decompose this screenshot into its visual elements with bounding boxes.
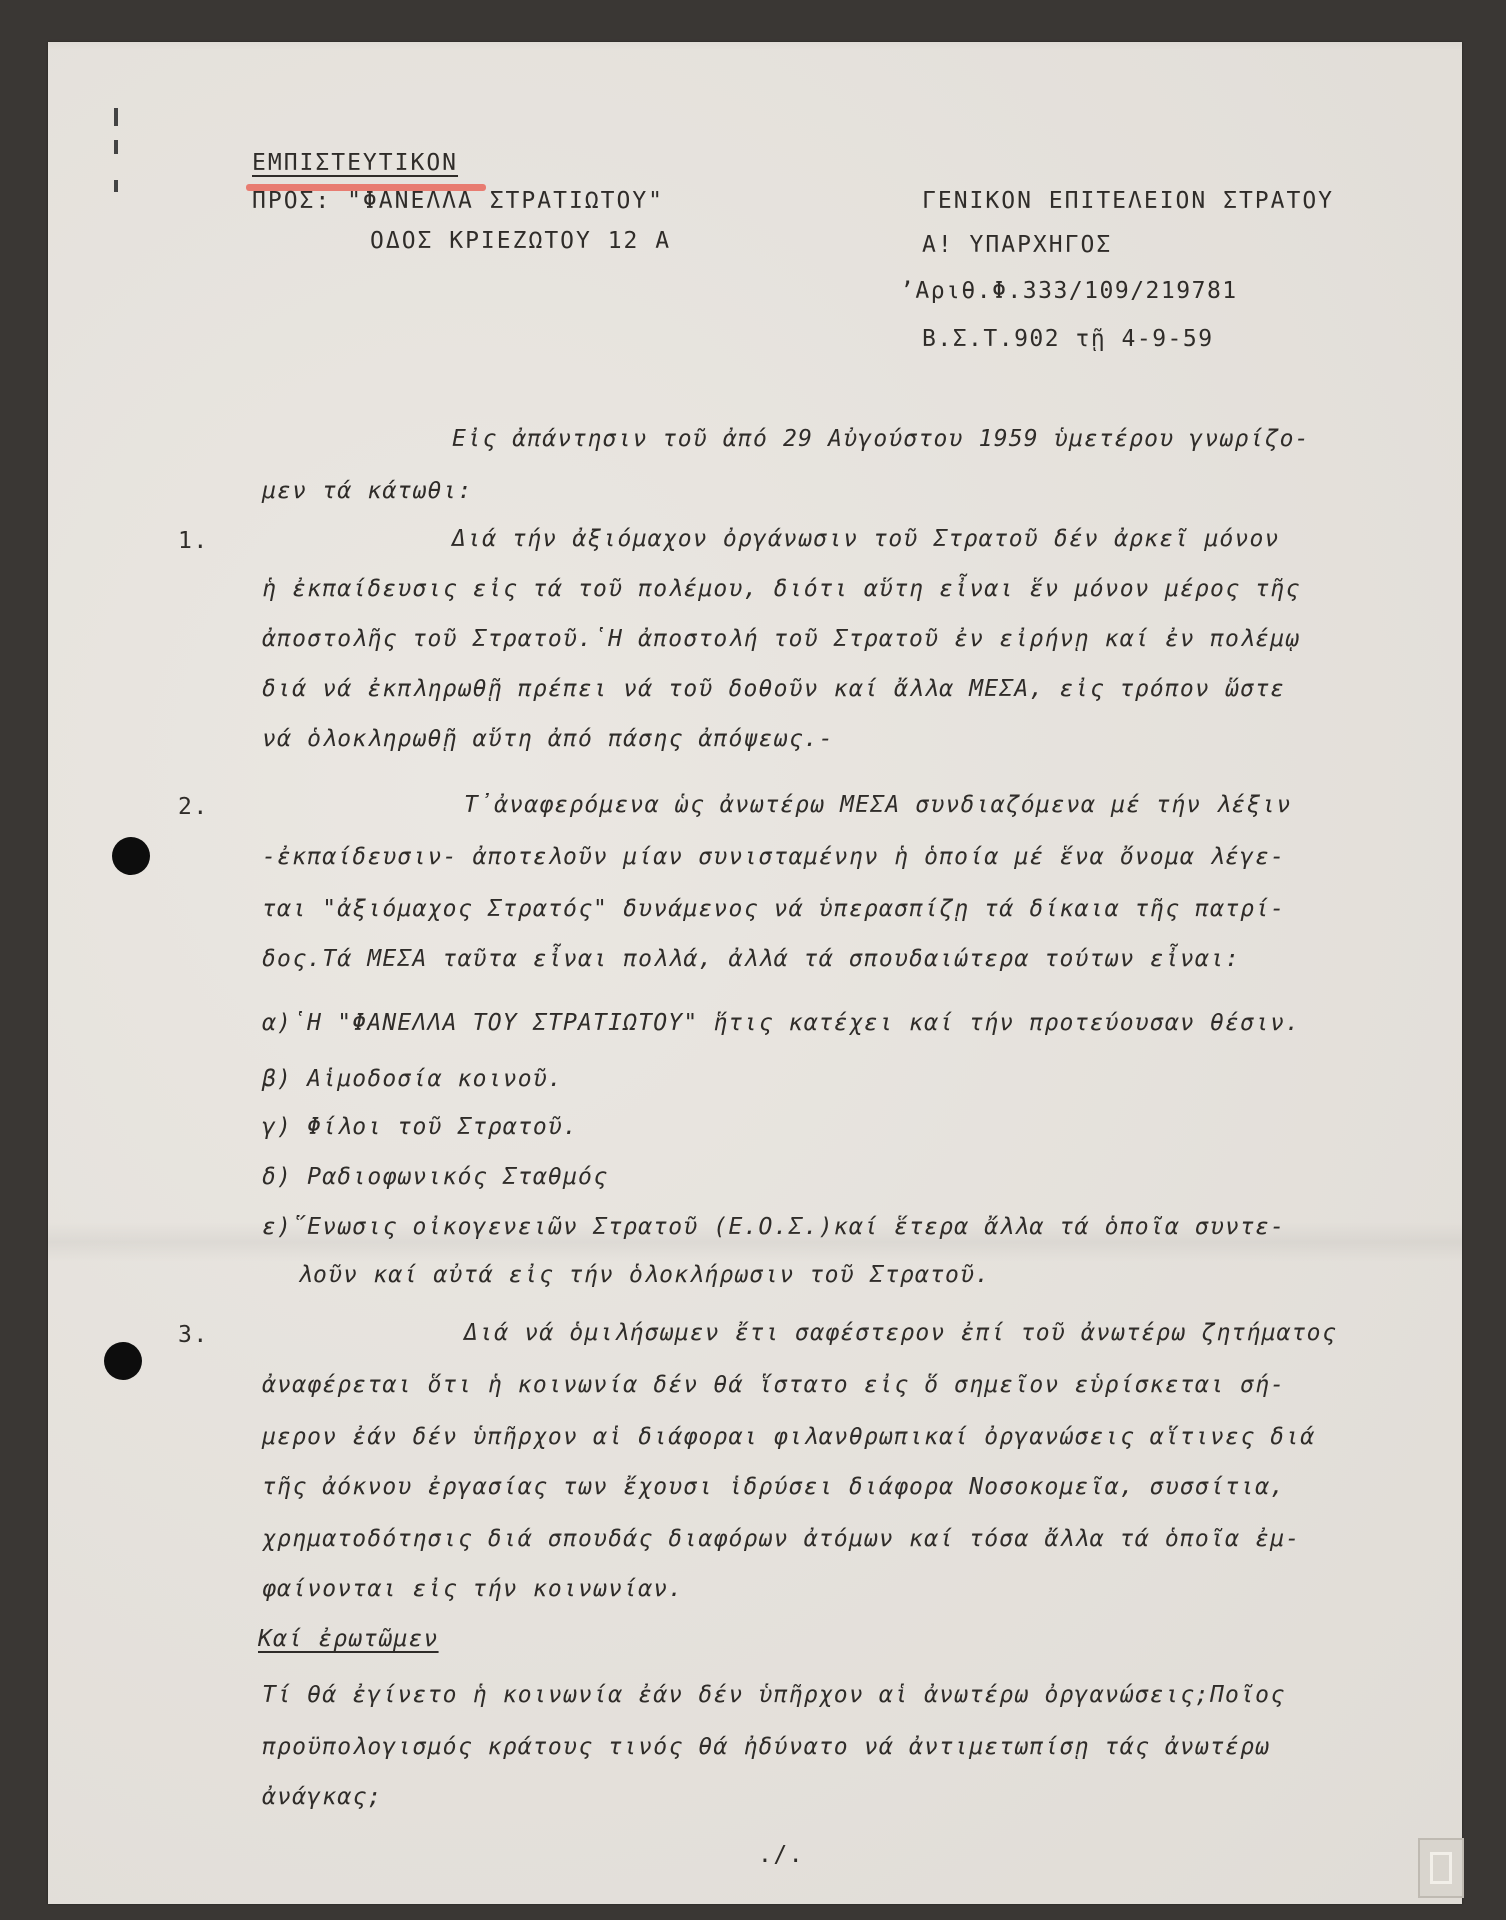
paragraph-3-number: 3. [178, 1322, 209, 1348]
punch-hole-bottom [104, 1342, 142, 1380]
paragraph-2-line: δος.Τά ΜΕΣΑ ταῦτα εἶναι πολλά, ἀλλά τά σπουδαιώτερα τούτων εἶναι: [262, 946, 1241, 972]
paragraph-3-line: μερον ἐάν δέν ὑπῆρχον αἱ διάφοραι φιλανθρωπικαί ὀργανώσεις αἵτινες διά [262, 1424, 1316, 1450]
question-line: Τί θά ἐγίνετο ἡ κοινωνία ἐάν δέν ὑπῆρχον αἱ ἀνωτέρω ὀργανώσεις;Ποῖος [262, 1682, 1286, 1708]
sender-organization: ΓΕΝΙΚΟΝ ΕΠΙΤΕΛΕΙΟΝ ΣΤΡΑΤΟΥ [922, 188, 1335, 214]
paragraph-1-line: Διά τήν ἀξιόμαχον ὀργάνωσιν τοῦ Στρατοῦ δέν ἀρκεῖ μόνον [452, 526, 1280, 552]
paragraph-1-line: ἀποστολῆς τοῦ Στρατοῦ.῾Η ἀποστολή τοῦ Στρατοῦ ἐν εἰρήνῃ καί ἐν πολέμῳ [262, 626, 1301, 652]
recipient-line: ΠΡΟΣ: "ΦΑΝΕΛΛΑ ΣΤΡΑΤΙΩΤΟΥ" [252, 188, 665, 214]
archive-logo-icon [1418, 1838, 1464, 1898]
paragraph-2-number: 2. [178, 794, 209, 820]
margin-mark [114, 108, 118, 126]
paragraph-2-line: Τ᾽ἀναφερόμενα ὡς ἀνωτέρω ΜΕΣΑ συνδιαζόμενα μέ τήν λέξιν [464, 792, 1292, 818]
document-page [48, 42, 1462, 1904]
list-item-e: ε)῞Ενωσις οἰκογενειῶν Στρατοῦ (Ε.Ο.Σ.)καί ἕτερα ἄλλα τά ὁποῖα συντε- [262, 1214, 1286, 1240]
list-item-e-continued: λοῦν καί αὐτά εἰς τήν ὁλοκλήρωσιν τοῦ Στρατοῦ. [298, 1262, 991, 1288]
list-item-d: δ) Ραδιοφωνικός Σταθμός [262, 1164, 609, 1190]
paragraph-3-line: φαίνονται εἰς τήν κοινωνίαν. [262, 1576, 684, 1602]
margin-mark [114, 180, 118, 192]
paragraph-1-line: διά νά ἐκπληρωθῇ πρέπει νά τοῦ δοθοῦν καί ἄλλα ΜΕΣΑ, εἰς τρόπον ὥστε [262, 676, 1286, 702]
paragraph-3-line: τῆς ἀόκνου ἐργασίας των ἔχουσι ἱδρύσει διάφορα Νοσοκομεῖα, συσσίτια, [262, 1474, 1286, 1500]
paragraph-3-line: Διά νά ὁμιλήσωμεν ἔτι σαφέστερον ἐπί τοῦ ἀνωτέρω ζητήματος [464, 1320, 1337, 1346]
reference-date: Β.Σ.Τ.902 τῇ 4-9-59 [922, 326, 1214, 352]
intro-line-1: Εἰς ἀπάντησιν τοῦ ἀπό 29 Αὐγούστου 1959 ὑμετέρου γνωρίζο- [452, 426, 1310, 452]
paragraph-3-line: ἀναφέρεται ὅτι ἡ κοινωνία δέν θά ἵστατο εἰς ὅ σημεῖον εὑρίσκεται σή- [262, 1372, 1286, 1398]
classification-label: ΕΜΠΙΣΤΕΥΤΙΚΟΝ [252, 150, 459, 176]
paragraph-2-line: ται "ἀξιόμαχος Στρατός" δυνάμενος νά ὑπερασπίζῃ τά δίκαια τῆς πατρί- [262, 896, 1286, 922]
paragraph-1-line: νά ὁλοκληρωθῇ αὕτη ἀπό πάσης ἀπόψεως.- [262, 726, 834, 752]
list-item-c: γ) Φίλοι τοῦ Στρατοῦ. [262, 1114, 578, 1140]
punch-hole-top [112, 837, 150, 875]
paragraph-2-line: -ἐκπαίδευσιν- ἀποτελοῦν μίαν συνισταμένην ἡ ὁποία μέ ἕνα ὄνομα λέγε- [262, 844, 1286, 870]
margin-mark [114, 140, 118, 154]
question-line: ἀνάγκας; [262, 1784, 383, 1810]
list-item-b: β) Αἱμοδοσία κοινοῦ. [262, 1066, 563, 1092]
paragraph-1-line: ἡ ἐκπαίδευσις εἰς τά τοῦ πολέμου, διότι αὕτη εἶναι ἕν μόνον μέρος τῆς [262, 576, 1301, 602]
question-heading: Καί ἐρωτῶμεν [258, 1626, 439, 1652]
question-line: προϋπολογισμός κράτους τινός θά ἠδύνατο νά ἀντιμετωπίσῃ τάς ἀνωτέρω [262, 1734, 1271, 1760]
recipient-address: ΟΔΟΣ ΚΡΙΕΖΩΤΟΥ 12 Α [370, 228, 672, 254]
sender-department: Α! ΥΠΑΡΧΗΓΟΣ [922, 232, 1113, 258]
continuation-mark: ./. [758, 1842, 805, 1868]
paragraph-3-line: χρηματοδότησις διά σπουδάς διαφόρων ἀτόμων καί τόσα ἄλλα τά ὁποῖα ἐμ- [262, 1526, 1301, 1552]
list-item-a: α)῾Η "ΦΑΝΕΛΛΑ ΤΟΥ ΣΤΡΑΤΙΩΤΟΥ" ἥτις κατέχει καί τήν προτεύουσαν θέσιν. [262, 1010, 1301, 1036]
paragraph-1-number: 1. [178, 528, 209, 554]
intro-line-2: μεν τά κάτωθι: [262, 478, 473, 504]
reference-number: ’Αριθ.Φ.333/109/219781 [900, 278, 1238, 304]
